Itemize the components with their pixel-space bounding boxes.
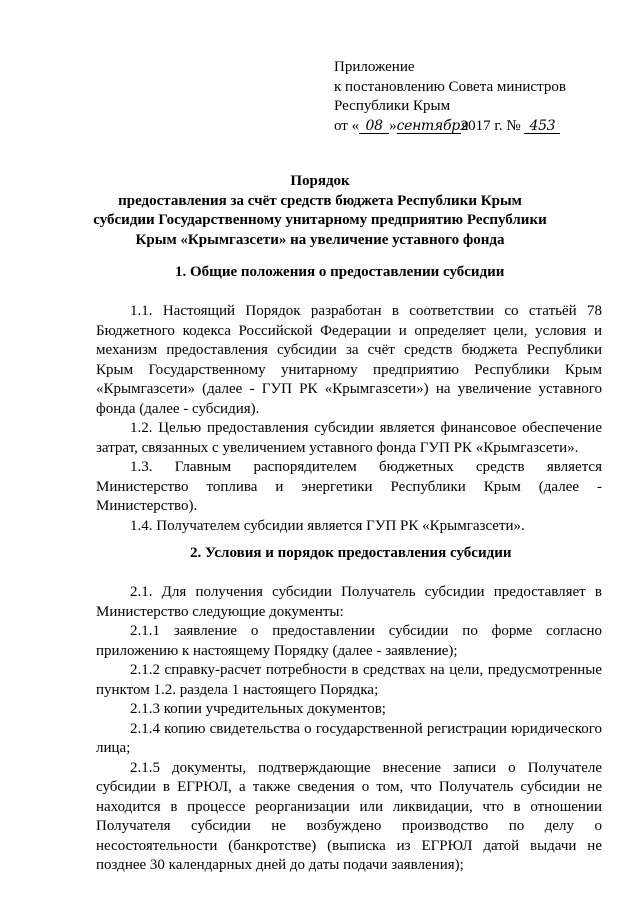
paragraph: 1.3. Главным распорядителем бюджетных средств является Министерство топлива и энергетики Республики Крым (далее - Министерство). <box>96 459 602 514</box>
annex-block <box>334 58 566 136</box>
annex-resolution-ref: к постановлению Совета министров <box>334 78 566 95</box>
annex-label: Приложение <box>334 59 415 75</box>
paragraph: 2.1.5 документы, подтверждающие внесение записи о Получателе субсидии в ЕГРЮЛ, а также сведения о том, что Получатель субсидии не находится в процессе реорганизации или ликвидации, что в отношении Получателя субсидии не возбуждено производство по делу о несостоятельности (банкротстве) (выписка из ЕГРЮЛ датой выдачи не позднее 30 календарных дней до даты подачи заявления); <box>96 759 602 873</box>
handwritten-day: 08 <box>359 119 389 134</box>
handwritten-number: 453 <box>524 119 560 134</box>
paragraph: 2.1.3 копии учредительных документов; <box>130 701 386 717</box>
section-1-body <box>96 302 602 536</box>
paragraph: 2.1.1 заявление о предоставлении субсидии по форме согласно приложению к настоящему Порядку (далее - заявление); <box>96 623 602 659</box>
annex-date-line <box>334 117 566 137</box>
date-prefix: от « <box>334 117 360 134</box>
year-suffix: 2017 г. № <box>460 117 521 134</box>
paragraph: 1.1. Настоящий Порядок разработан в соответствии со статьёй 78 Бюджетного кодекса Российской Федерации и определяет цели, условия и механизм предоставления субсидии за счёт средств бюджета Республики Крым Государственному унитарному предприятию Республики Крым «Крымгазсети» (далее - ГУП РК «Крымгазсети») на увеличение уставного фонда (далее - субсидия). <box>96 303 602 417</box>
paragraph: 2.1.2 справку-расчет потребности в средствах на цели, предусмотренные пунктом 1.2. раздела 1 настоящего Порядка; <box>96 662 602 698</box>
paragraph: 1.2. Целью предоставления субсидии является финансовое обеспечение затрат, связанных с увеличением уставного фонда ГУП РК «Крымгазсети». <box>96 420 602 456</box>
section-1-heading: 1. Общие положения о предоставлении субсидии <box>175 264 505 280</box>
title-line-4: Крым «Крымгазсети» на увеличение уставного фонда <box>135 231 505 248</box>
paragraph: 2.1. Для получения субсидии Получатель субсидии предоставляет в Министерство следующие документы: <box>96 584 602 620</box>
paragraph: 2.1.4 копию свидетельства о государственной регистрации юридического лица; <box>96 720 602 756</box>
annex-republic: Республики Крым <box>334 98 451 114</box>
title-line-2: предоставления за счёт средств бюджета Республики Крым <box>118 192 522 209</box>
handwritten-month: сентября <box>396 117 469 134</box>
document-title <box>60 172 580 250</box>
paragraph: 1.4. Получателем субсидии является ГУП РК «Крымгазсети». <box>130 517 525 534</box>
section-2-body <box>96 583 602 876</box>
date-mid: » <box>389 117 397 134</box>
title-line-1: Порядок <box>290 173 350 189</box>
section-2-heading: 2. Условия и порядок предоставления субсидии <box>190 545 512 561</box>
title-line-3: субсидии Государственному унитарному предприятию Республики <box>93 212 547 228</box>
